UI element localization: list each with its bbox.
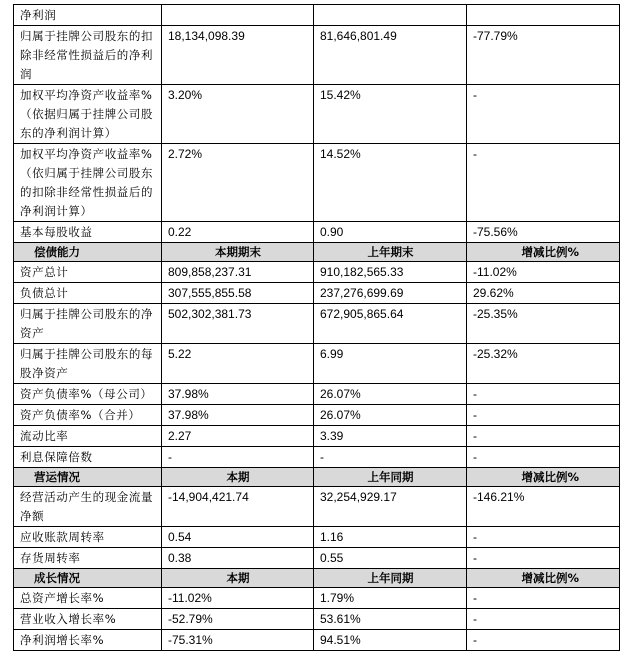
row-label: 资产负债率%（母公司） [14,384,162,405]
row-label: 归属于挂牌公司股东的每股净资产 [14,344,162,384]
change-value: - [467,630,620,651]
change-value: 29.62% [467,283,620,304]
previous-value: 53.61% [314,609,467,630]
previous-value: 910,182,565.33 [314,262,467,283]
change-value: - [467,426,620,447]
current-value: 0.54 [162,527,314,548]
current-value: 18,134,098.39 [162,26,314,85]
section-header-solvency [14,243,620,262]
current-value: 502,302,381.73 [162,304,314,344]
row-label: 营业收入增长率% [14,609,162,630]
change-value: - [467,588,620,609]
current-value: 2.27 [162,426,314,447]
table-row [14,630,620,651]
change-value: -146.21% [467,487,620,527]
row-label: 负债总计 [14,283,162,304]
table-row [14,447,620,468]
change-value: - [467,447,620,468]
change-value: -11.02% [467,262,620,283]
current-value: 809,858,237.31 [162,262,314,283]
column-header-current: 本期 [162,468,314,487]
table-row [14,85,620,144]
current-value: 37.98% [162,384,314,405]
table-row [14,304,620,344]
previous-value: 94.51% [314,630,467,651]
table-row [14,5,620,26]
current-value: 37.98% [162,405,314,426]
row-label: 经营活动产生的现金流量净额 [14,487,162,527]
column-header-previous: 上年同期 [314,569,467,588]
previous-value: 0.90 [314,222,467,243]
previous-value: 6.99 [314,344,467,384]
current-value: - [162,447,314,468]
table-row [14,527,620,548]
section-title: 偿债能力 [14,243,162,262]
current-value: 5.22 [162,344,314,384]
change-value: -25.32% [467,344,620,384]
previous-value: 237,276,699.69 [314,283,467,304]
row-label: 归属于挂牌公司股东的净资产 [14,304,162,344]
current-value: 307,555,855.58 [162,283,314,304]
previous-value: 26.07% [314,384,467,405]
table-row [14,384,620,405]
table-row [14,405,620,426]
table-row [14,548,620,569]
previous-value: - [314,447,467,468]
current-value: 0.22 [162,222,314,243]
row-label: 归属于挂牌公司股东的扣除非经常性损益后的净利润 [14,26,162,85]
previous-value: 672,905,865.64 [314,304,467,344]
table-row [14,283,620,304]
previous-value: 1.79% [314,588,467,609]
previous-value: 26.07% [314,405,467,426]
row-label: 净利润增长率% [14,630,162,651]
current-value [162,5,314,26]
row-label: 加权平均净资产收益率%（依据归属于挂牌公司股东的净利润计算） [14,85,162,144]
row-label: 资产总计 [14,262,162,283]
change-value: - [467,548,620,569]
change-value: - [467,527,620,548]
change-value: -25.35% [467,304,620,344]
previous-value: 1.16 [314,527,467,548]
section-header-growth [14,569,620,588]
financial-indicators-table [13,4,620,651]
row-label: 总资产增长率% [14,588,162,609]
previous-value: 0.55 [314,548,467,569]
current-value: -75.31% [162,630,314,651]
current-value: -14,904,421.74 [162,487,314,527]
column-header-current: 本期期末 [162,243,314,262]
previous-value: 14.52% [314,144,467,222]
previous-value [314,5,467,26]
current-value: 2.72% [162,144,314,222]
row-label: 利息保障倍数 [14,447,162,468]
column-header-change: 增减比例% [467,468,620,487]
change-value: -75.56% [467,222,620,243]
row-label: 存货周转率 [14,548,162,569]
section-title: 成长情况 [14,569,162,588]
change-value: - [467,144,620,222]
table-row [14,344,620,384]
change-value: - [467,405,620,426]
table-row [14,426,620,447]
section-title: 营运情况 [14,468,162,487]
row-label: 应收账款周转率 [14,527,162,548]
current-value: -11.02% [162,588,314,609]
previous-value: 81,646,801.49 [314,26,467,85]
current-value: 3.20% [162,85,314,144]
previous-value: 32,254,929.17 [314,487,467,527]
change-value: - [467,384,620,405]
row-label: 资产负债率%（合并） [14,405,162,426]
column-header-change: 增减比例% [467,569,620,588]
column-header-current: 本期 [162,569,314,588]
table-row [14,609,620,630]
current-value: 0.38 [162,548,314,569]
change-value: -77.79% [467,26,620,85]
table-row [14,144,620,222]
current-value: -52.79% [162,609,314,630]
previous-value: 3.39 [314,426,467,447]
column-header-previous: 上年期末 [314,243,467,262]
column-header-change: 增减比例% [467,243,620,262]
table-row [14,262,620,283]
change-value: - [467,85,620,144]
section-header-operation [14,468,620,487]
change-value: - [467,609,620,630]
previous-value: 15.42% [314,85,467,144]
table-row [14,222,620,243]
row-label: 加权平均净资产收益率%（依归属于挂牌公司股东的扣除非经常性损益后的净利润计算） [14,144,162,222]
table-row [14,588,620,609]
column-header-previous: 上年同期 [314,468,467,487]
row-label: 流动比率 [14,426,162,447]
table-row [14,487,620,527]
change-value [467,5,620,26]
row-label: 净利润 [14,5,162,26]
row-label: 基本每股收益 [14,222,162,243]
table-row [14,26,620,85]
